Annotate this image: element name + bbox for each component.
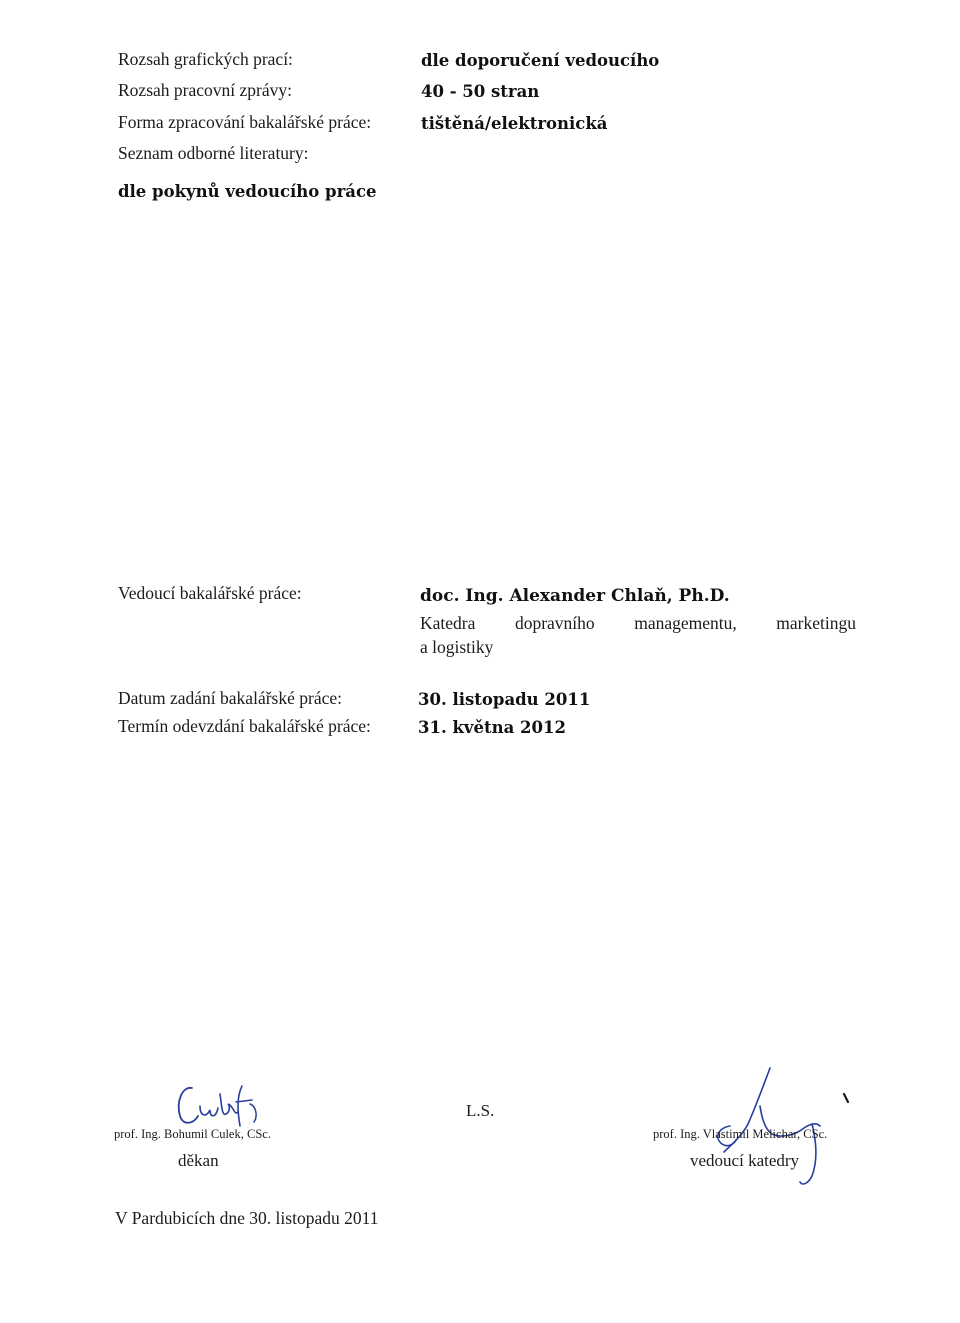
label-submission-date: Termín odevzdání bakalářské práce: xyxy=(118,716,371,736)
supervisor-name: doc. Ing. Alexander Chlaň, Ph.D. xyxy=(420,586,730,606)
label-assignment-date: Datum zadání bakalářské práce: xyxy=(118,688,342,708)
dept-word: managementu, xyxy=(634,613,737,633)
literature-note: dle pokynů vedoucího práce xyxy=(118,182,377,201)
supervisor-department-line1 xyxy=(420,613,856,634)
label-report-scope: Rozsah pracovní zprávy: xyxy=(118,80,292,100)
dept-word: Katedra xyxy=(420,613,476,633)
label-thesis-form: Forma zpracování bakalářské práce: xyxy=(118,112,372,132)
label-literature: Seznam odborné literatury: xyxy=(118,143,309,163)
label-graphic-scope: Rozsah grafických prací: xyxy=(118,49,293,69)
dean-role: děkan xyxy=(178,1151,219,1170)
supervisor-department-line2: a logistiky xyxy=(420,637,494,657)
dean-name: prof. Ing. Bohumil Culek, CSc. xyxy=(114,1127,271,1141)
value-assignment-date: 30. listopadu 2011 xyxy=(418,690,591,709)
value-submission-date: 31. května 2012 xyxy=(418,718,566,737)
place-date: V Pardubicích dne 30. listopadu 2011 xyxy=(115,1208,379,1228)
head-name: prof. Ing. Vlastimil Melichar, CSc. xyxy=(653,1127,828,1141)
dept-word: dopravního xyxy=(514,613,595,633)
label-supervisor: Vedoucí bakalářské práce: xyxy=(118,583,302,603)
dept-word: marketingu xyxy=(776,613,856,633)
seal-ls: L.S. xyxy=(466,1101,495,1120)
value-report-scope: 40 - 50 stran xyxy=(421,82,540,101)
head-role: vedoucí katedry xyxy=(690,1151,800,1170)
value-thesis-form: tištěná/elektronická xyxy=(421,114,608,133)
dean-signature-icon xyxy=(170,1072,270,1134)
value-graphic-scope: dle doporučení vedoucího xyxy=(421,51,660,70)
